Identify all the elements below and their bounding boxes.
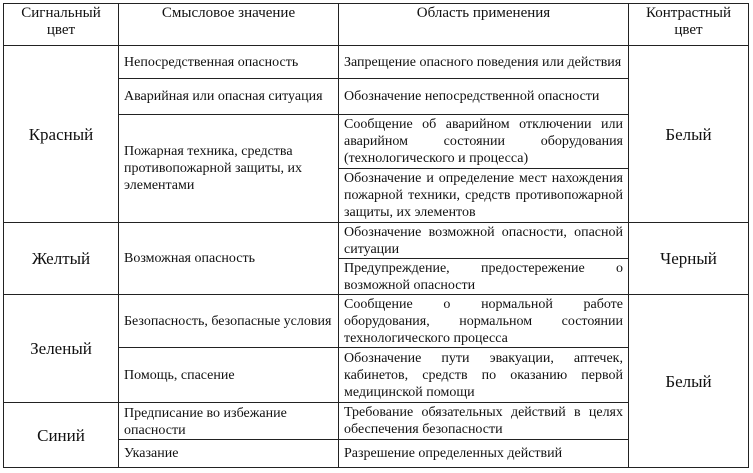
area-cell: Обозначение непосредственной опасности (339, 79, 629, 115)
header-application-area: Область применения (339, 4, 629, 46)
header-row (4, 4, 749, 46)
meaning-cell: Непосредственная опасность (119, 46, 339, 79)
header-signal-color: Сигнальный цвет (4, 4, 119, 46)
area-cell: Сообщение о нормальной работе оборудования, нормальном состоянии технологического процесса (339, 295, 629, 348)
header-contrast-color: Контрастный цвет (629, 4, 749, 46)
meaning-cell: Возможная опасность (119, 223, 339, 295)
table-row (4, 46, 749, 79)
table-row (4, 295, 749, 348)
area-cell: Запрещение опасного поведения или действия (339, 46, 629, 79)
area-cell: Обозначение пути эвакуации, аптечек, кабинетов, средств по оказанию первой медицинской помощи (339, 348, 629, 403)
area-cell: Обозначение возможной опасности, опасной ситуации (339, 223, 629, 259)
table-row (4, 223, 749, 259)
signal-colors-table (3, 3, 749, 468)
area-cell: Разрешение определенных действий (339, 440, 629, 468)
meaning-cell: Предписание во избежание опасности (119, 403, 339, 440)
signal-color-green: Зеленый (4, 295, 119, 403)
signal-color-yellow: Желтый (4, 223, 119, 295)
contrast-color-white: Белый (629, 46, 749, 223)
meaning-cell: Безопасность, безопасные условия (119, 295, 339, 348)
meaning-cell: Пожарная техника, средства противопожарной защиты, их элементами (119, 115, 339, 223)
header-meaning: Смысловое значение (119, 4, 339, 46)
contrast-color-black: Черный (629, 223, 749, 295)
signal-color-red: Красный (4, 46, 119, 223)
area-cell: Сообщение об аварийном отключении или аварийном состоянии оборудования (технологического и процесса) (339, 115, 629, 169)
signal-color-blue: Синий (4, 403, 119, 468)
meaning-cell: Аварийная или опасная ситуация (119, 79, 339, 115)
contrast-color-white: Белый (629, 295, 749, 468)
area-cell: Обозначение и определение мест нахождения пожарной техники, средств противопожарной защиты, их элементов (339, 169, 629, 223)
meaning-cell: Помощь, спасение (119, 348, 339, 403)
area-cell: Предупреждение, предостережение о возможной опасности (339, 259, 629, 295)
meaning-cell: Указание (119, 440, 339, 468)
area-cell: Требование обязательных действий в целях обеспечения безопасности (339, 403, 629, 440)
